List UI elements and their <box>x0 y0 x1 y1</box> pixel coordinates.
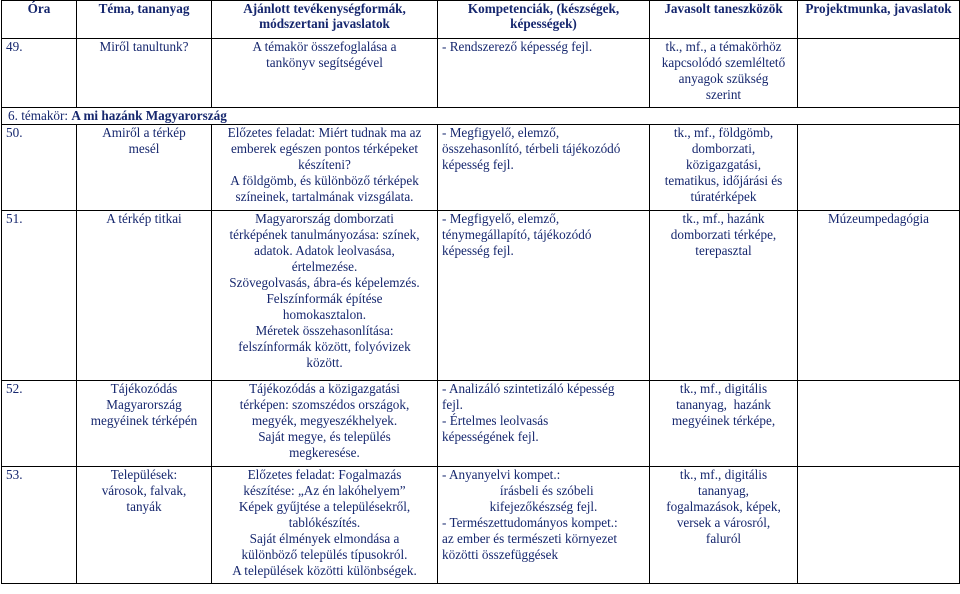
text-line: - Természettudományos kompet.: <box>442 515 618 530</box>
text-line: Települések: <box>110 467 178 482</box>
text-line: tankönyv segítségével <box>266 55 383 70</box>
table-row <box>2 211 960 381</box>
cell-kompetenciak <box>438 39 650 108</box>
cell-kompetenciak <box>438 211 650 381</box>
text-line: homokasztalon. <box>282 307 367 322</box>
text-line: - Értelmes leolvasás <box>442 413 549 428</box>
text-line: A földgömb, és különböző térképek <box>230 173 419 188</box>
text-line: szerint <box>705 87 742 102</box>
text-line: megyéinek térképe, <box>671 413 776 428</box>
cell-ora: 49. <box>2 39 77 108</box>
text-line: Tájékozódás <box>110 381 178 396</box>
text-line: faluról <box>705 531 742 546</box>
section-title: A mi hazánk Magyarország <box>71 108 227 123</box>
text-line: domborzati, <box>691 141 756 156</box>
cell-ora: 52. <box>2 381 77 467</box>
cell-tevekenyseg <box>212 381 438 467</box>
cell-ora: 53. <box>2 467 77 584</box>
cell-projekt <box>798 39 960 108</box>
text-line: képesség fejl. <box>442 243 514 258</box>
text-line: emberek egészen pontos térképeket <box>230 141 419 156</box>
text-line: Szövegolvasás, ábra-és képelemzés. <box>229 275 420 290</box>
table-row <box>2 467 960 584</box>
text-line: megkeresése. <box>289 445 360 460</box>
cell-tevekenyseg <box>212 125 438 211</box>
header-row <box>2 1 960 39</box>
text-line: A települések közötti különbségek. <box>232 563 417 578</box>
text-line: - Megfigyelő, elemző, <box>442 125 560 140</box>
text-line: közigazgatási, <box>685 157 762 172</box>
header-eszkozok: Javasolt taneszközök <box>650 1 798 39</box>
text-line: Magyarország domborzati <box>255 211 394 226</box>
section-row <box>2 108 960 125</box>
cell-eszkozok <box>650 211 798 381</box>
text-line: fogalmazások, képek, <box>666 499 781 514</box>
table-row <box>2 39 960 108</box>
cell-tema <box>77 125 212 211</box>
text-line: közötti összefüggések <box>442 547 559 562</box>
text-line: tk., mf., digitális <box>679 381 768 396</box>
text-line: - Rendszerező képesség fejl. <box>442 39 593 54</box>
text-line: között. <box>306 355 343 370</box>
text-line: A témakör összefoglalása a <box>252 39 397 54</box>
cell-eszkozok <box>650 125 798 211</box>
text-line: tk., mf., hazánk <box>682 211 765 226</box>
text-line: Saját megye, és település <box>258 429 391 444</box>
cell-ora: 51. <box>2 211 77 381</box>
section-heading <box>2 108 960 125</box>
cell-projekt: Múzeumpedagógia <box>798 211 960 381</box>
table-row <box>2 381 960 467</box>
text-line: képesség fejl. <box>442 157 514 172</box>
text-line: túratérképek <box>690 189 757 204</box>
cell-tema <box>77 467 212 584</box>
table-row <box>2 125 960 211</box>
text-line: értelmezése. <box>291 259 358 274</box>
text-line: Képek gyűjtése a településekről, <box>238 499 411 514</box>
text-line: írásbeli és szóbeli <box>493 483 594 498</box>
text-line: felszínformák között, folyóvizek <box>238 339 411 354</box>
text-line: Saját élmények elmondása a <box>249 531 400 546</box>
text-line: Tájékozódás a közigazgatási <box>249 381 400 396</box>
text-line: kapcsolódó szemléltető <box>661 55 786 70</box>
cell-ora: 50. <box>2 125 77 211</box>
text-line: adatok. Adatok leolvasása, <box>254 243 395 258</box>
cell-projekt <box>798 467 960 584</box>
text-line: térképének tanulmányozása: színek, <box>229 227 420 242</box>
cell-eszkozok <box>650 467 798 584</box>
text-line: tablókészítés. <box>288 515 361 530</box>
cell-kompetenciak <box>438 467 650 584</box>
text-line: készítése: „Az én lakóhelyem” <box>243 483 406 498</box>
cell-tema: Miről tanultunk? <box>77 39 212 108</box>
text-line: tk., mf., földgömb, <box>673 125 774 140</box>
text-line: Méretek összehasonlítása: <box>255 323 394 338</box>
cell-tevekenyseg <box>212 39 438 108</box>
cell-kompetenciak <box>438 381 650 467</box>
text-line: összehasonlító, térbeli tájékozódó <box>442 141 621 156</box>
text-line: anyagok szükség <box>678 71 769 86</box>
cell-tevekenyseg <box>212 467 438 584</box>
curriculum-table <box>1 0 960 584</box>
text-line: tananyag, <box>698 483 749 498</box>
text-line: - Anyanyelvi kompet.: <box>442 467 561 482</box>
header-projekt: Projektmunka, javaslatok <box>798 1 960 39</box>
text-line: - Megfigyelő, elemző, <box>442 211 560 226</box>
text-line: megyéinek térképén <box>90 413 198 428</box>
text-line: Magyarország <box>106 397 182 412</box>
cell-projekt <box>798 125 960 211</box>
cell-tema <box>77 381 212 467</box>
cell-tema: A térkép titkai <box>77 211 212 381</box>
header-kompetenciak: Kompetenciák, (készségek, képességek) <box>438 1 650 39</box>
cell-kompetenciak <box>438 125 650 211</box>
text-line: színeinek, tartalmának vizsgálata. <box>235 189 414 204</box>
text-line: Előzetes feladat: Miért tudnak ma az <box>227 125 422 140</box>
text-line: versek a városról, <box>676 515 771 530</box>
text-line: készíteni? <box>298 157 351 172</box>
text-line: térképen: szomszédos országok, <box>239 397 410 412</box>
text-line: Felszínformák építése <box>266 291 383 306</box>
text-line: képességének fejl. <box>442 429 539 444</box>
cell-tevekenyseg <box>212 211 438 381</box>
text-line: különböző település típusokról. <box>241 547 408 562</box>
text-line: tanyák <box>126 499 162 514</box>
text-line: tk., mf., digitális <box>679 467 768 482</box>
text-line: mesél <box>128 141 160 156</box>
text-line: tk., mf., a témakörhöz <box>665 39 782 54</box>
text-line: kifejezőkészség fejl. <box>489 499 598 514</box>
text-line: fejl. <box>442 397 463 412</box>
text-line: Előzetes feladat: Fogalmazás <box>247 467 402 482</box>
text-line: terepasztal <box>695 243 752 258</box>
text-line: - Analizáló szintetizáló képesség <box>442 381 615 396</box>
text-line: domborzati térképe, <box>670 227 777 242</box>
text-line: tananyag, hazánk <box>676 397 771 412</box>
text-line: megyék, megyeszékhelyek. <box>251 413 398 428</box>
cell-eszkozok <box>650 39 798 108</box>
text-line: az ember és természeti környezet <box>442 531 618 546</box>
header-tema: Téma, tananyag <box>77 1 212 39</box>
header-ora: Óra <box>2 1 77 39</box>
text-line: tematikus, időjárási és <box>664 173 783 188</box>
header-tevekenyseg: Ajánlott tevékenységformák, módszertani javaslatok <box>212 1 438 39</box>
text-line: ténymegállapító, tájékozódó <box>442 227 592 242</box>
cell-eszkozok <box>650 381 798 467</box>
cell-projekt <box>798 381 960 467</box>
section-prefix: 6. témakör: <box>8 108 72 123</box>
text-line: városok, falvak, <box>101 483 187 498</box>
text-line: Amiről a térkép <box>102 125 186 140</box>
